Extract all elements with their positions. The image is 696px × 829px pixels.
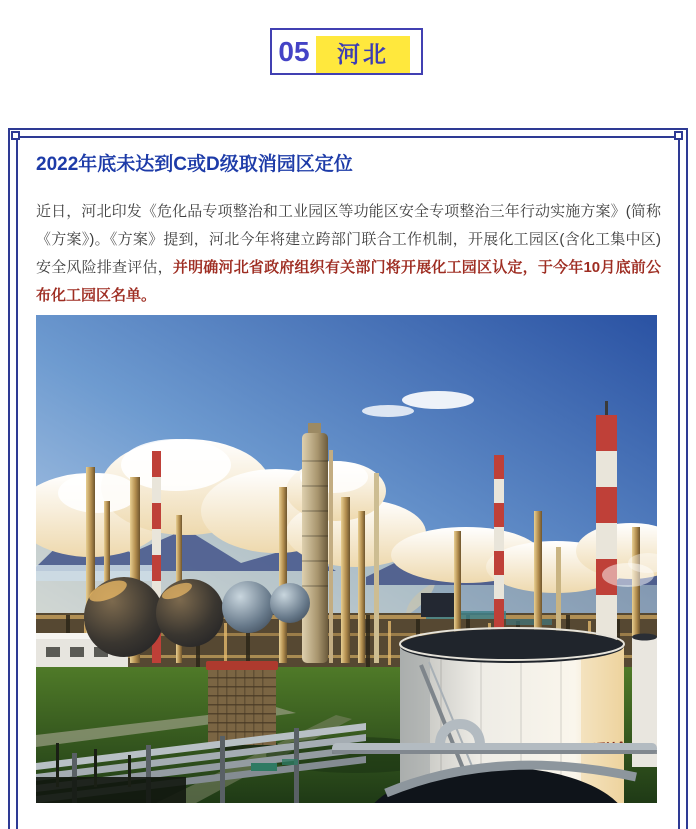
section-badge [270,28,423,75]
striped-chimney-large [596,401,617,663]
section-number: 05 [278,36,310,67]
paragraph-highlight: 并明确河北省政府组织有关部门将开展化工园区认定，于今年10月底前公布化工园区名单。 [36,259,661,304]
section-region-label: 河北 [316,36,410,73]
paragraph-text: 近日，河北印发《危化品专项整治和工业园区等功能区安全专项整治三年行动实施方案》(简称《方案》)。《方案》提到，河北今年将建立跨部门联合工作机制，开展化工园区(含化工集中区)安全风险排查评估， [36,203,661,276]
frame-corner-top-right [674,131,683,140]
article-paragraph [36,198,661,310]
refinery-photo[interactable] [36,315,657,803]
article-heading: 2022年底未达到C或D级取消园区定位 [36,154,353,175]
frame-corner-top-left [11,131,20,140]
